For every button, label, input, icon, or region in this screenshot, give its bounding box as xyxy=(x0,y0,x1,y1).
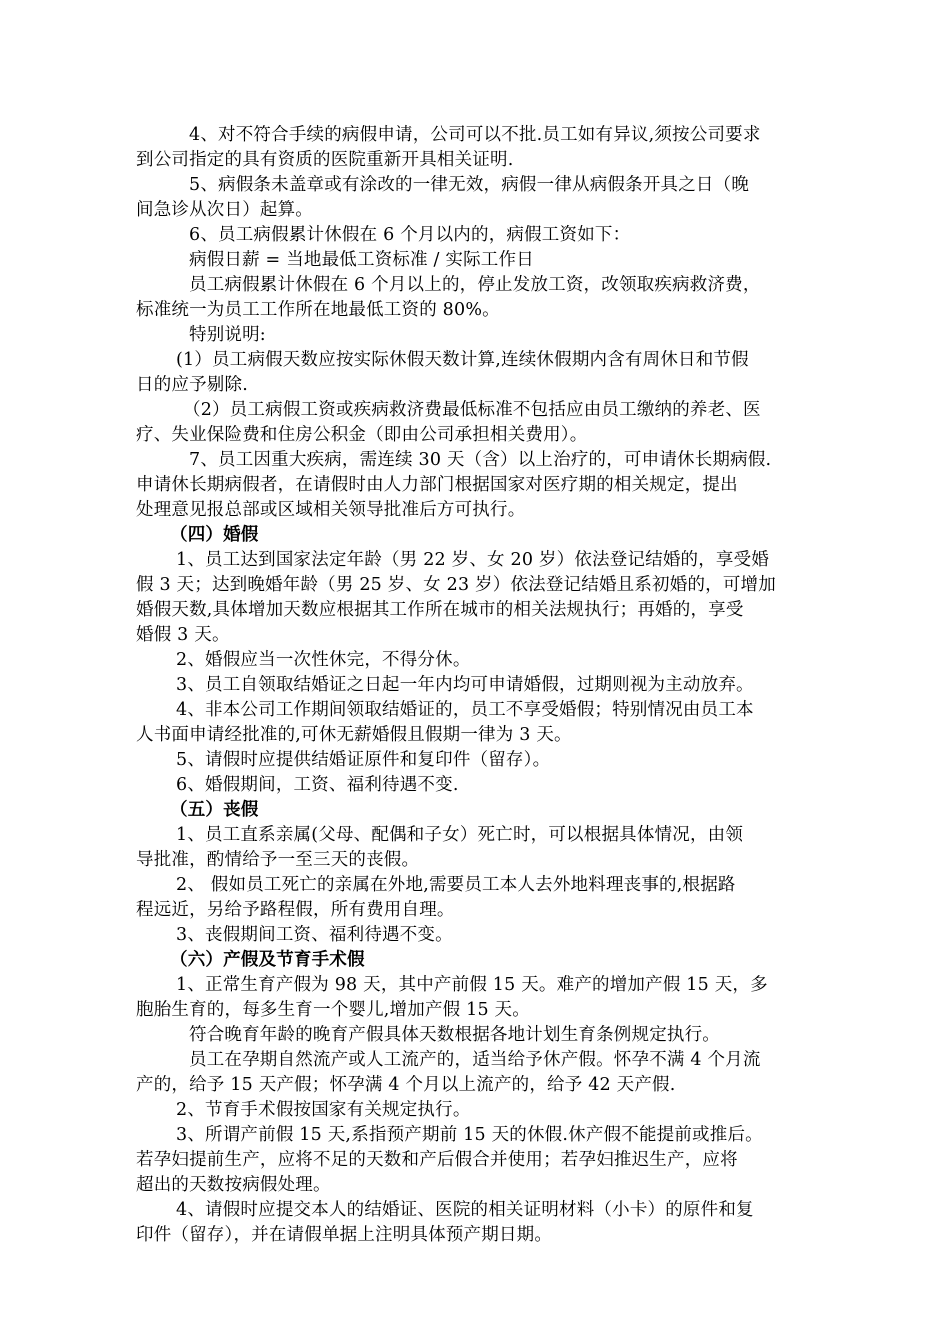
paragraph-line: 3、丧假期间工资、福利待遇不变。 xyxy=(176,925,453,945)
paragraph-line: 日的应予剔除. xyxy=(136,375,248,395)
paragraph-line: 标准统一为员工工作所在地最低工资的 80%。 xyxy=(136,300,500,320)
paragraph-line: 人书面申请经批准的,可休无薪婚假且假期一律为 3 天。 xyxy=(136,725,572,745)
paragraph-line: 疗、失业保险费和住房公积金（即由公司承担相关费用）。 xyxy=(136,425,588,445)
paragraph-line: 印件（留存），并在请假单据上注明具体预产期日期。 xyxy=(136,1225,553,1245)
paragraph-line: 员工在孕期自然流产或人工流产的，适当给予休产假。怀孕不满 4 个月流 xyxy=(189,1050,761,1070)
paragraph-line: 若孕妇提前生产，应将不足的天数和产后假合并使用；若孕妇推迟生产，应将 xyxy=(136,1150,738,1170)
paragraph-line: 2、 假如员工死亡的亲属在外地,需要员工本人去外地料理丧事的,根据路 xyxy=(176,875,736,895)
note-label: 特别说明: xyxy=(189,325,266,345)
paragraph-line: 3、所谓产前假 15 天,系指预产期前 15 天的休假.休产假不能提前或推后。 xyxy=(176,1125,763,1145)
paragraph-line: 到公司指定的具有资质的医院重新开具相关证明. xyxy=(136,150,514,170)
paragraph-line: 3、员工自领取结婚证之日起一年内均可申请婚假，过期则视为主动放弃。 xyxy=(176,675,754,695)
section-heading-maternity-leave: （六）产假及节育手术假 xyxy=(170,950,365,970)
paragraph-line: 6、员工病假累计休假在 6 个月以内的，病假工资如下： xyxy=(189,225,631,245)
paragraph-line: (1）员工病假天数应按实际休假天数计算,连续休假期内含有周休日和节假 xyxy=(176,350,749,370)
paragraph-line: 胞胎生育的，每多生育一个婴儿,增加产假 15 天。 xyxy=(136,1000,530,1020)
paragraph-line: 员工病假累计休假在 6 个月以上的，停止发放工资，改领取疾病救济费， xyxy=(189,275,761,295)
paragraph-line: 4、非本公司工作期间领取结婚证的，员工不享受婚假；特别情况由员工本 xyxy=(176,700,754,720)
paragraph-line: 符合晚育年龄的晚育产假具体天数根据各地计划生育条例规定执行。 xyxy=(189,1025,720,1045)
paragraph-line: 申请休长期病假者，在请假时由人力部门根据国家对医疗期的相关规定，提出 xyxy=(136,475,738,495)
paragraph-line: 超出的天数按病假处理。 xyxy=(136,1175,331,1195)
paragraph-line: 4、请假时应提交本人的结婚证、医院的相关证明材料（小卡）的原件和复 xyxy=(176,1200,754,1220)
paragraph-line: 1、员工直系亲属(父母、配偶和子女）死亡时，可以根据具体情况，由领 xyxy=(176,825,744,845)
paragraph-line: 婚假天数,具体增加天数应根据其工作所在城市的相关法规执行；再婚的，享受 xyxy=(136,600,744,620)
paragraph-line: 6、婚假期间，工资、福利待遇不变. xyxy=(176,775,459,795)
paragraph-line: 处理意见报总部或区域相关领导批准后方可执行。 xyxy=(136,500,526,520)
paragraph-line: 4、对不符合手续的病假申请，公司可以不批.员工如有异议,须按公司要求 xyxy=(189,125,761,145)
paragraph-line: 假 3 天；达到晚婚年龄（男 25 岁、女 23 岁）依法登记结婚且系初婚的，可增加 xyxy=(136,575,776,595)
section-heading-bereavement-leave: （五）丧假 xyxy=(170,800,259,820)
paragraph-line: 7、员工因重大疾病，需连续 30 天（含）以上治疗的，可申请休长期病假. xyxy=(189,450,772,470)
paragraph-line: 产的，给予 15 天产假；怀孕满 4 个月以上流产的，给予 42 天产假. xyxy=(136,1075,676,1095)
paragraph-line: 导批准，酌情给予一至三天的丧假。 xyxy=(136,850,420,870)
paragraph-line: （2）员工病假工资或疾病救济费最低标准不包括应由员工缴纳的养老、医 xyxy=(183,400,761,420)
paragraph-line: 婚假 3 天。 xyxy=(136,625,230,645)
section-heading-marriage-leave: （四）婚假 xyxy=(170,525,259,545)
formula-line: 病假日薪 = 当地最低工资标准 / 实际工作日 xyxy=(189,250,534,270)
paragraph-line: 1、员工达到国家法定年龄（男 22 岁、女 20 岁）依法登记结婚的，享受婚 xyxy=(176,550,770,570)
paragraph-line: 2、节育手术假按国家有关规定执行。 xyxy=(176,1100,471,1120)
paragraph-line: 5、病假条未盖章或有涂改的一律无效，病假一律从病假条开具之日（晚 xyxy=(189,175,750,195)
paragraph-line: 间急诊从次日）起算。 xyxy=(136,200,313,220)
paragraph-line: 2、婚假应当一次性休完，不得分休。 xyxy=(176,650,471,670)
paragraph-line: 5、请假时应提供结婚证原件和复印件（留存）。 xyxy=(176,750,551,770)
paragraph-line: 程远近，另给予路程假，所有费用自理。 xyxy=(136,900,455,920)
paragraph-line: 1、正常生育产假为 98 天，其中产前假 15 天。难产的增加产假 15 天，多 xyxy=(176,975,768,995)
